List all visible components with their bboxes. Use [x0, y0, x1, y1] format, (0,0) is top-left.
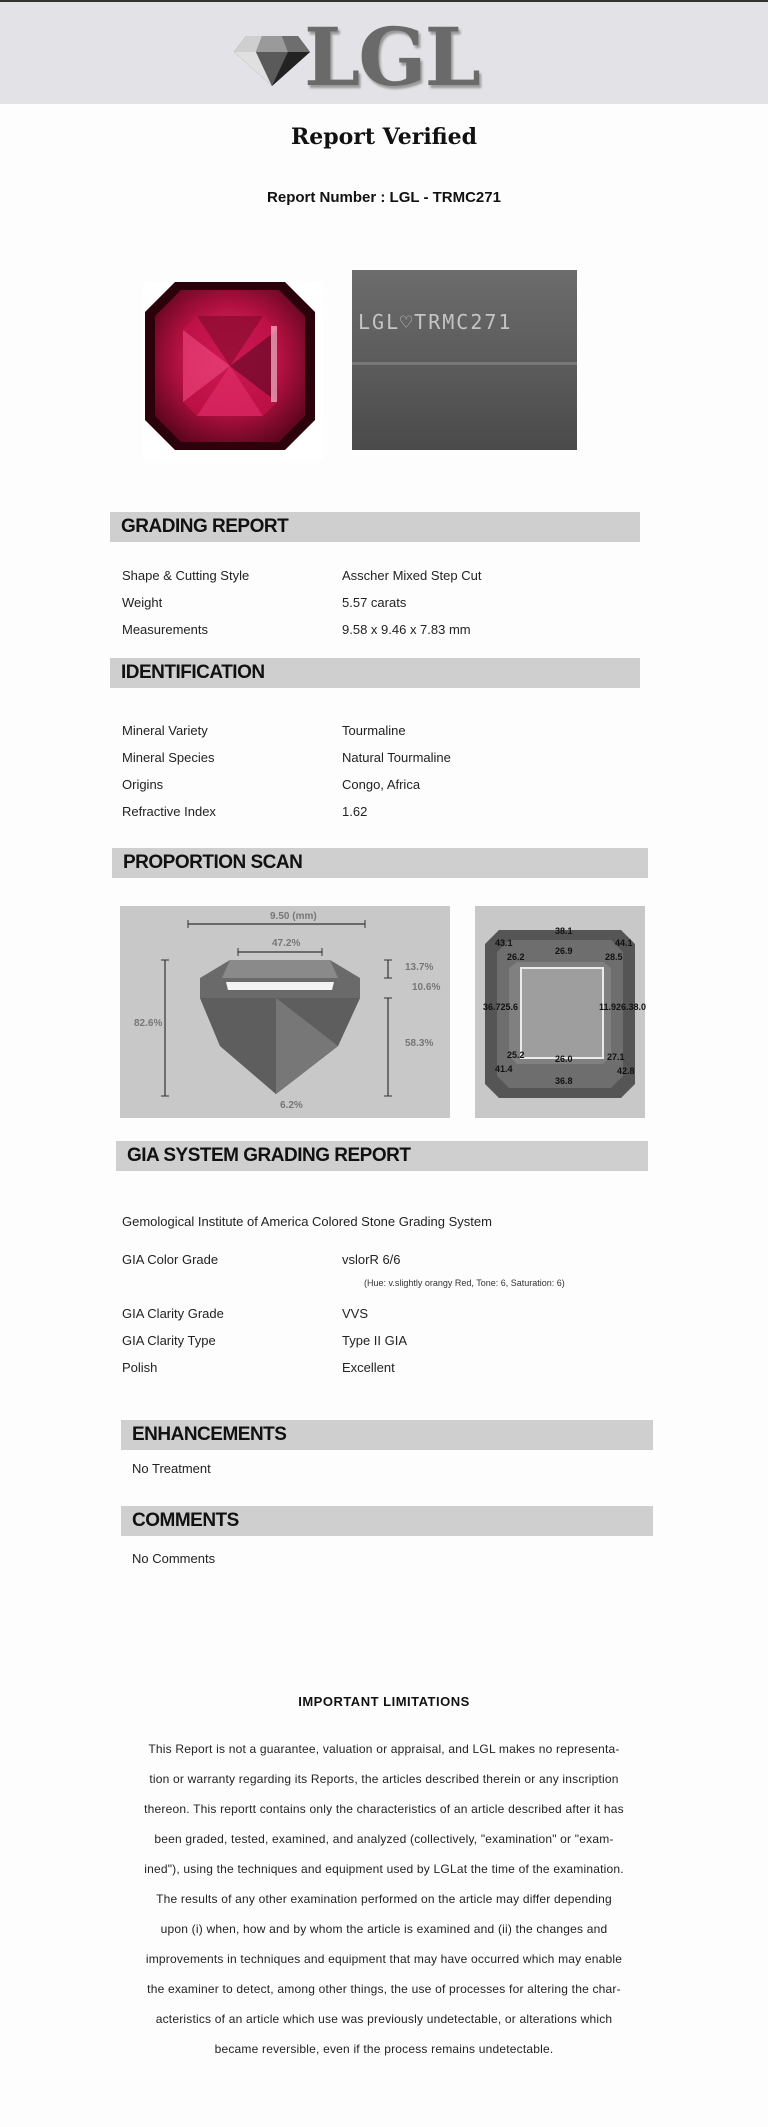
facet-tl: 43.1: [495, 938, 513, 948]
enhancements-heading: ENHANCEMENTS: [121, 1420, 653, 1450]
limitations-line: thereon. This reportt contains only the characteristics of an article described after it has: [144, 1802, 624, 1816]
mineral-species-label: Mineral Species: [122, 750, 215, 765]
gia-color-grade-value: vslorR 6/6: [342, 1252, 401, 1267]
top-view-diagram: [475, 906, 645, 1118]
measurements-label: Measurements: [122, 622, 208, 637]
limitations-heading: IMPORTANT LIMITATIONS: [298, 1694, 470, 1709]
report-number: Report Number : LGL - TRMC271: [267, 189, 501, 206]
comments-text: No Comments: [132, 1551, 216, 1566]
pavilion-percent: 58.3%: [405, 1038, 434, 1049]
refractive-index-value: 1.62: [342, 804, 368, 819]
shape-value: Asscher Mixed Step Cut: [342, 568, 482, 583]
gia-report-heading: GIA SYSTEM GRADING REPORT: [116, 1141, 648, 1171]
total-depth-percent: 82.6%: [134, 1018, 163, 1029]
limitations-line: been graded, tested, examined, and analyzed (collectively, "examination" or "exam-: [154, 1832, 614, 1846]
limitations-line: the examiner to detect, among other things, the use of processes for altering the char-: [147, 1982, 621, 1996]
proportion-scan-heading: PROPORTION SCAN: [112, 848, 648, 878]
shape-label: Shape & Cutting Style: [122, 568, 250, 583]
logo-text: LGL: [304, 10, 479, 104]
side-profile-diagram: [120, 906, 450, 1118]
lgl-logo[interactable]: [232, 10, 492, 104]
gemstone-photo: [135, 270, 325, 460]
measurements-value: 9.58 x 9.46 x 7.83 mm: [342, 622, 471, 637]
refractive-index-label: Refractive Index: [122, 804, 216, 819]
limitations-line: became reversible, even if the process remains undetectable.: [214, 2042, 554, 2056]
polish-label: Polish: [122, 1360, 158, 1375]
origins-label: Origins: [122, 777, 164, 792]
page-title: Report Verified: [290, 124, 478, 150]
grading-report-heading: GRADING REPORT: [110, 512, 640, 542]
girdle-percent: 10.6%: [412, 982, 441, 993]
weight-label: Weight: [122, 595, 163, 610]
identification-heading: IDENTIFICATION: [110, 658, 640, 688]
limitations-line: This Report is not a guarantee, valuation or appraisal, and LGL makes no representa-: [148, 1742, 620, 1756]
limitations-line: ined"), using the techniques and equipment used by LGLat the time of the examination.: [144, 1862, 624, 1876]
gia-description: Gemological Institute of America Colored Stone Grading System: [122, 1214, 492, 1229]
limitations-text: [118, 1742, 650, 2072]
mineral-species-value: Natural Tourmaline: [342, 750, 451, 765]
table-percent: 47.2%: [272, 938, 301, 949]
header-banner: [0, 2, 768, 104]
facet-ml: 36.725.6: [483, 1002, 519, 1012]
facet-b1: 36.8: [555, 1076, 573, 1086]
facet-br: 42.8: [617, 1066, 635, 1076]
facet-t2: 26.9: [555, 946, 573, 956]
gia-clarity-grade-label: GIA Clarity Grade: [122, 1306, 224, 1321]
weight-value: 5.57 carats: [342, 595, 407, 610]
gia-color-grade-label: GIA Color Grade: [122, 1252, 219, 1267]
origins-value: Congo, Africa: [342, 777, 421, 792]
facet-mr: 11.926.38.0: [599, 1002, 647, 1012]
polish-value: Excellent: [342, 1360, 395, 1375]
limitations-line: improvements in techniques and equipment that may have occurred which may enable: [145, 1952, 623, 1966]
facet-tr2: 28.5: [605, 952, 623, 962]
limitations-line: upon (i) when, how and by whom the article is examined and (ii) the changes and: [160, 1922, 608, 1936]
gia-clarity-type-value: Type II GIA: [342, 1333, 408, 1348]
inscription-text: LGL♡TRMC271: [358, 310, 513, 334]
width-label: 9.50 (mm): [270, 911, 317, 922]
diamond-icon: [232, 22, 312, 92]
facet-b2: 26.0: [555, 1054, 573, 1064]
culet-percent: 6.2%: [280, 1100, 303, 1111]
comments-heading: COMMENTS: [121, 1506, 653, 1536]
facet-tl2: 26.2: [507, 952, 525, 962]
facet-t1: 38.1: [555, 926, 573, 936]
enhancements-text: No Treatment: [132, 1461, 211, 1476]
crown-percent: 13.7%: [405, 962, 434, 973]
limitations-line: The results of any other examination performed on the article may differ depending: [156, 1892, 612, 1906]
facet-bl: 41.4: [495, 1064, 513, 1074]
inscription-photo: [352, 270, 577, 450]
mineral-variety-label: Mineral Variety: [122, 723, 208, 738]
facet-tr: 44.1: [615, 938, 633, 948]
gia-clarity-grade-value: VVS: [342, 1306, 369, 1321]
mineral-variety-value: Tourmaline: [342, 723, 406, 738]
facet-bl2: 25.2: [507, 1050, 525, 1060]
limitations-line: tion or warranty regarding its Reports, the articles described therein or any inscription: [149, 1772, 619, 1786]
facet-br2: 27.1: [607, 1052, 625, 1062]
gia-color-note: (Hue: v.slightly orangy Red, Tone: 6, Saturation: 6): [364, 1278, 565, 1288]
limitations-line: acteristics of an article which use was previously undetectable, or alterations which: [155, 2012, 613, 2026]
gia-clarity-type-label: GIA Clarity Type: [122, 1333, 216, 1348]
